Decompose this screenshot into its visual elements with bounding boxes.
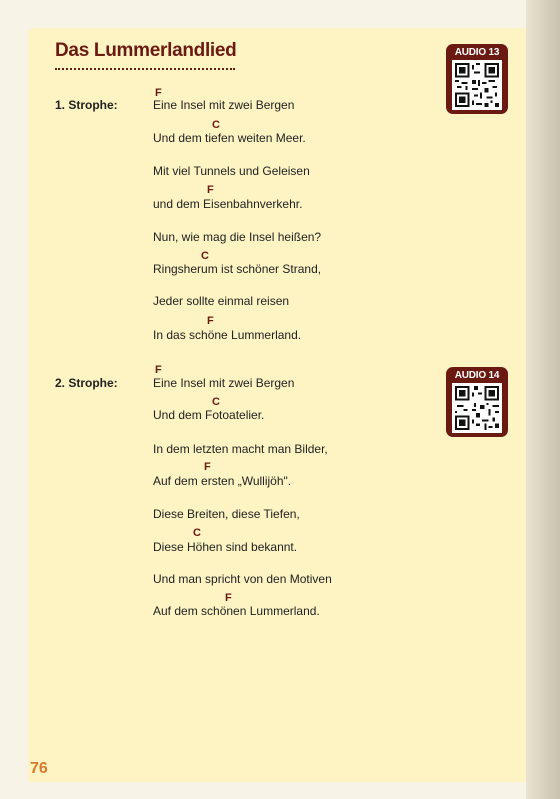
chord: F (207, 315, 214, 327)
lyric-line: Auf dem ersten „Wullijöh". (153, 474, 292, 488)
stanza-2-label: 2. Strophe: (55, 376, 118, 390)
chord: F (204, 461, 211, 473)
audio-13-badge[interactable] (446, 44, 508, 114)
lyric-line: Eine Insel mit zwei Bergen (153, 376, 295, 390)
page-title: Das Lummerlandlied (55, 40, 237, 61)
audio-14-badge[interactable] (446, 367, 508, 437)
lyric-line: Auf dem schönen Lummerland. (153, 604, 320, 618)
lyric-line: Nun, wie mag die Insel heißen? (153, 230, 322, 244)
lyric-line: Diese Breiten, diese Tiefen, (153, 507, 300, 521)
lyric-line: Eine Insel mit zwei Bergen (153, 98, 295, 112)
lyric-line: Und dem Fotoatelier. (153, 408, 265, 422)
page-edge-shadow (526, 0, 560, 799)
lyric-line: Ringsherum ist schöner Strand, (153, 262, 322, 276)
audio-label: AUDIO 13 (454, 47, 500, 58)
lyric-line: In dem letzten macht man Bilder, (153, 442, 328, 456)
chord: C (212, 396, 220, 408)
lyric-line: Jeder sollte einmal reisen (153, 294, 290, 308)
chord: C (201, 250, 209, 262)
stanza-1-label: 1. Strophe: (55, 98, 118, 112)
chord: F (155, 364, 162, 376)
lyric-line: Und man spricht von den Motiven (153, 572, 332, 586)
audio-label: AUDIO 14 (454, 370, 500, 381)
lyric-line: Diese Höhen sind bekannt. (153, 540, 298, 554)
title-underline (55, 68, 235, 70)
chord: F (207, 184, 214, 196)
qr-code-icon[interactable] (452, 383, 502, 433)
lyric-line: Und dem tiefen weiten Meer. (153, 131, 306, 145)
chord: C (212, 119, 220, 131)
lyric-line: Mit viel Tunnels und Geleisen (153, 164, 310, 178)
chord: C (193, 527, 201, 539)
lyric-line: In das schöne Lummerland. (153, 328, 302, 342)
qr-code-icon[interactable] (452, 60, 502, 110)
lyric-line: und dem Eisenbahnverkehr. (153, 197, 303, 211)
page-number: 76 (30, 760, 48, 777)
chord: F (225, 592, 232, 604)
chord: F (155, 87, 162, 99)
